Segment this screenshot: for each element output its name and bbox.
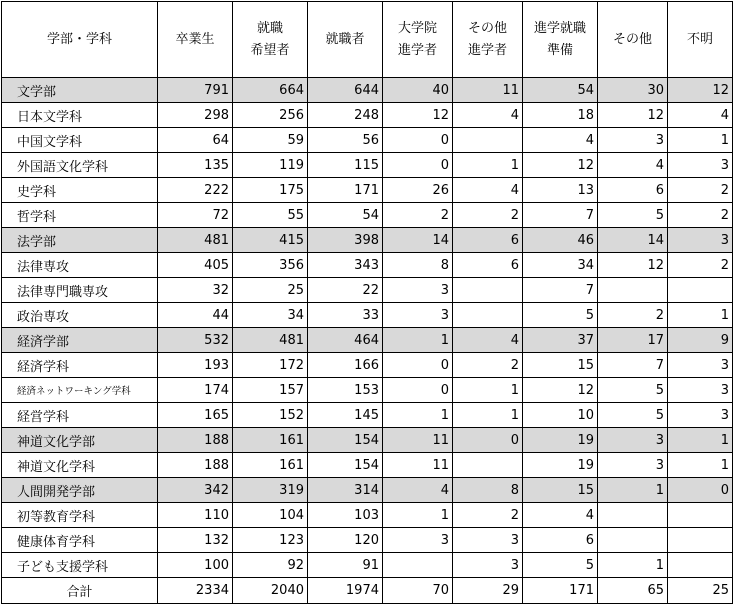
table-cell: 2 (383, 203, 453, 228)
table-cell: 0 (453, 428, 523, 453)
table-cell: 100 (158, 553, 233, 578)
table-cell: 415 (233, 228, 308, 253)
column-header: その他 進学者 (453, 2, 523, 78)
table-cell: 152 (233, 403, 308, 428)
table-cell: 17 (598, 328, 668, 353)
department-row (2, 503, 733, 528)
total-cell: 171 (523, 578, 598, 604)
department-row (2, 453, 733, 478)
table-cell: 248 (308, 103, 383, 128)
table-cell: 2 (453, 203, 523, 228)
table-body (2, 78, 733, 578)
table-cell: 8 (453, 478, 523, 503)
department-row (2, 278, 733, 303)
table-cell: 145 (308, 403, 383, 428)
table-cell: 30 (598, 78, 668, 103)
table-cell: 319 (233, 478, 308, 503)
table-cell: 1 (383, 403, 453, 428)
table-cell: 32 (158, 278, 233, 303)
table-cell: 791 (158, 78, 233, 103)
table-cell: 37 (523, 328, 598, 353)
table-cell: 166 (308, 353, 383, 378)
table-cell: 1 (668, 428, 733, 453)
table-cell: 12 (598, 253, 668, 278)
table-cell: 2 (668, 203, 733, 228)
table-cell: 1 (598, 478, 668, 503)
table-cell (668, 503, 733, 528)
table-cell: 56 (308, 128, 383, 153)
table-cell: 3 (668, 153, 733, 178)
table-cell: 3 (383, 278, 453, 303)
column-header: 不明 (668, 2, 733, 78)
table-cell: 7 (523, 203, 598, 228)
department-row (2, 403, 733, 428)
table-cell: 188 (158, 428, 233, 453)
table-cell: 664 (233, 78, 308, 103)
table-cell: 5 (523, 303, 598, 328)
table-cell: 298 (158, 103, 233, 128)
table-cell: 13 (523, 178, 598, 203)
table-cell: 6 (523, 528, 598, 553)
table-cell: 3 (383, 303, 453, 328)
table-cell: 115 (308, 153, 383, 178)
total-cell: 25 (668, 578, 733, 604)
table-cell: 46 (523, 228, 598, 253)
table-cell: 2 (668, 178, 733, 203)
department-row (2, 378, 733, 403)
table-cell: 12 (523, 378, 598, 403)
table-cell: 154 (308, 428, 383, 453)
table-cell: 15 (523, 353, 598, 378)
department-row (2, 253, 733, 278)
row-label: 日本文学科 (2, 103, 158, 128)
table-cell: 9 (668, 328, 733, 353)
table-cell: 3 (668, 353, 733, 378)
row-label: 中国文学科 (2, 128, 158, 153)
table-cell: 5 (598, 203, 668, 228)
table-cell (383, 553, 453, 578)
table-cell: 34 (233, 303, 308, 328)
table-cell: 7 (523, 278, 598, 303)
total-cell: 65 (598, 578, 668, 604)
total-cell: 2040 (233, 578, 308, 604)
table-cell: 0 (383, 153, 453, 178)
faculty-row (2, 228, 733, 253)
table-cell: 3 (383, 528, 453, 553)
header-row (2, 2, 733, 78)
table-cell (453, 453, 523, 478)
faculty-row (2, 328, 733, 353)
department-row (2, 153, 733, 178)
row-label: 哲学科 (2, 203, 158, 228)
table-cell: 103 (308, 503, 383, 528)
table-cell: 1 (453, 153, 523, 178)
table-cell: 0 (668, 478, 733, 503)
row-label: 政治専攻 (2, 303, 158, 328)
table-cell: 481 (158, 228, 233, 253)
table-cell: 18 (523, 103, 598, 128)
faculty-row (2, 478, 733, 503)
table-cell (453, 303, 523, 328)
table-cell: 157 (233, 378, 308, 403)
table-cell: 1 (453, 403, 523, 428)
table-cell: 174 (158, 378, 233, 403)
total-cell: 1974 (308, 578, 383, 604)
row-label: 法学部 (2, 228, 158, 253)
table-cell: 5 (598, 403, 668, 428)
table-cell: 4 (523, 503, 598, 528)
table-cell: 55 (233, 203, 308, 228)
table-cell: 12 (598, 103, 668, 128)
table-cell: 4 (598, 153, 668, 178)
table-cell: 1 (668, 303, 733, 328)
table-cell: 14 (383, 228, 453, 253)
column-header: 就職 希望者 (233, 2, 308, 78)
table-cell: 343 (308, 253, 383, 278)
column-header: 大学院 進学者 (383, 2, 453, 78)
department-row (2, 353, 733, 378)
table-cell: 1 (598, 553, 668, 578)
table-cell: 15 (523, 478, 598, 503)
table-cell: 165 (158, 403, 233, 428)
table-cell: 4 (523, 128, 598, 153)
table-cell: 1 (668, 453, 733, 478)
table-cell (668, 528, 733, 553)
table-cell: 110 (158, 503, 233, 528)
department-row (2, 128, 733, 153)
table-cell: 44 (158, 303, 233, 328)
table-cell: 161 (233, 428, 308, 453)
table-cell: 2 (598, 303, 668, 328)
total-cell: 70 (383, 578, 453, 604)
column-header: 学部・学科 (2, 2, 158, 78)
table-cell: 3 (668, 403, 733, 428)
table-cell: 4 (453, 103, 523, 128)
table-cell: 171 (308, 178, 383, 203)
row-label: 神道文化学科 (2, 453, 158, 478)
table-cell: 64 (158, 128, 233, 153)
table-cell: 405 (158, 253, 233, 278)
table-cell: 2 (668, 253, 733, 278)
row-label: 法律専門職専攻 (2, 278, 158, 303)
table-cell: 0 (383, 378, 453, 403)
row-label: 経済ネットワーキング学科 (2, 378, 158, 403)
table-cell: 314 (308, 478, 383, 503)
table-cell: 119 (233, 153, 308, 178)
graduate-employment-table (1, 1, 733, 604)
table-cell: 120 (308, 528, 383, 553)
department-row (2, 103, 733, 128)
table-cell: 33 (308, 303, 383, 328)
row-label: 健康体育学科 (2, 528, 158, 553)
table-cell: 11 (383, 453, 453, 478)
row-label: 経済学部 (2, 328, 158, 353)
table-cell: 644 (308, 78, 383, 103)
table-cell: 3 (668, 228, 733, 253)
table-cell: 3 (453, 553, 523, 578)
table-cell: 132 (158, 528, 233, 553)
table-cell: 6 (453, 228, 523, 253)
table-cell: 91 (308, 553, 383, 578)
table-cell: 0 (383, 128, 453, 153)
table-cell: 4 (453, 178, 523, 203)
table-cell: 19 (523, 453, 598, 478)
department-row (2, 203, 733, 228)
table-cell: 59 (233, 128, 308, 153)
table-cell: 7 (598, 353, 668, 378)
table-cell: 54 (523, 78, 598, 103)
table-cell: 6 (453, 253, 523, 278)
faculty-row (2, 78, 733, 103)
table-cell: 3 (598, 128, 668, 153)
table-cell: 3 (668, 378, 733, 403)
table-cell: 342 (158, 478, 233, 503)
table-cell: 10 (523, 403, 598, 428)
column-header: 卒業生 (158, 2, 233, 78)
table-cell: 135 (158, 153, 233, 178)
department-row (2, 178, 733, 203)
department-row (2, 553, 733, 578)
table-cell: 175 (233, 178, 308, 203)
column-header: 進学就職 準備 (523, 2, 598, 78)
table-cell: 11 (453, 78, 523, 103)
table-cell: 3 (453, 528, 523, 553)
table-cell: 398 (308, 228, 383, 253)
column-header: 就職者 (308, 2, 383, 78)
table-cell: 161 (233, 453, 308, 478)
total-label: 合計 (2, 578, 158, 604)
total-cell: 2334 (158, 578, 233, 604)
table-cell: 4 (453, 328, 523, 353)
total-row (2, 578, 733, 604)
table-cell (598, 278, 668, 303)
table-cell: 123 (233, 528, 308, 553)
table-cell: 5 (598, 378, 668, 403)
column-header: その他 (598, 2, 668, 78)
row-label: 人間開発学部 (2, 478, 158, 503)
table-cell: 464 (308, 328, 383, 353)
table-cell: 256 (233, 103, 308, 128)
table-cell: 40 (383, 78, 453, 103)
row-label: 神道文化学部 (2, 428, 158, 453)
table-cell: 172 (233, 353, 308, 378)
table-cell: 34 (523, 253, 598, 278)
table-cell: 8 (383, 253, 453, 278)
table-cell: 153 (308, 378, 383, 403)
department-row (2, 303, 733, 328)
table-cell: 2 (453, 503, 523, 528)
table-cell: 1 (383, 503, 453, 528)
table-cell: 72 (158, 203, 233, 228)
table-cell: 6 (598, 178, 668, 203)
table-cell (453, 278, 523, 303)
table-cell: 1 (668, 128, 733, 153)
table-cell: 25 (233, 278, 308, 303)
row-label: 子ども支援学科 (2, 553, 158, 578)
table-cell: 19 (523, 428, 598, 453)
table-cell: 1 (383, 328, 453, 353)
row-label: 外国語文化学科 (2, 153, 158, 178)
row-label: 経済学科 (2, 353, 158, 378)
table-cell (668, 278, 733, 303)
table-cell: 14 (598, 228, 668, 253)
table-cell: 4 (668, 103, 733, 128)
row-label: 史学科 (2, 178, 158, 203)
table-cell: 222 (158, 178, 233, 203)
table-cell: 532 (158, 328, 233, 353)
table-cell: 104 (233, 503, 308, 528)
table-cell: 0 (383, 353, 453, 378)
table-cell: 481 (233, 328, 308, 353)
table-cell: 26 (383, 178, 453, 203)
table-cell: 5 (523, 553, 598, 578)
table-cell: 1 (453, 378, 523, 403)
table-cell: 92 (233, 553, 308, 578)
total-cell: 29 (453, 578, 523, 604)
table-cell (668, 553, 733, 578)
table-cell: 11 (383, 428, 453, 453)
table-cell: 12 (668, 78, 733, 103)
faculty-row (2, 428, 733, 453)
table-cell: 3 (598, 453, 668, 478)
table-cell: 193 (158, 353, 233, 378)
department-row (2, 528, 733, 553)
row-label: 文学部 (2, 78, 158, 103)
row-label: 経営学科 (2, 403, 158, 428)
table-cell: 54 (308, 203, 383, 228)
table-cell: 12 (383, 103, 453, 128)
table-cell: 154 (308, 453, 383, 478)
row-label: 法律専攻 (2, 253, 158, 278)
row-label: 初等教育学科 (2, 503, 158, 528)
table-cell: 356 (233, 253, 308, 278)
table-cell: 12 (523, 153, 598, 178)
table-cell (598, 503, 668, 528)
table-cell: 22 (308, 278, 383, 303)
table-cell (598, 528, 668, 553)
table-cell: 4 (383, 478, 453, 503)
table-cell: 3 (598, 428, 668, 453)
table-cell: 2 (453, 353, 523, 378)
table-cell: 188 (158, 453, 233, 478)
table-cell (453, 128, 523, 153)
